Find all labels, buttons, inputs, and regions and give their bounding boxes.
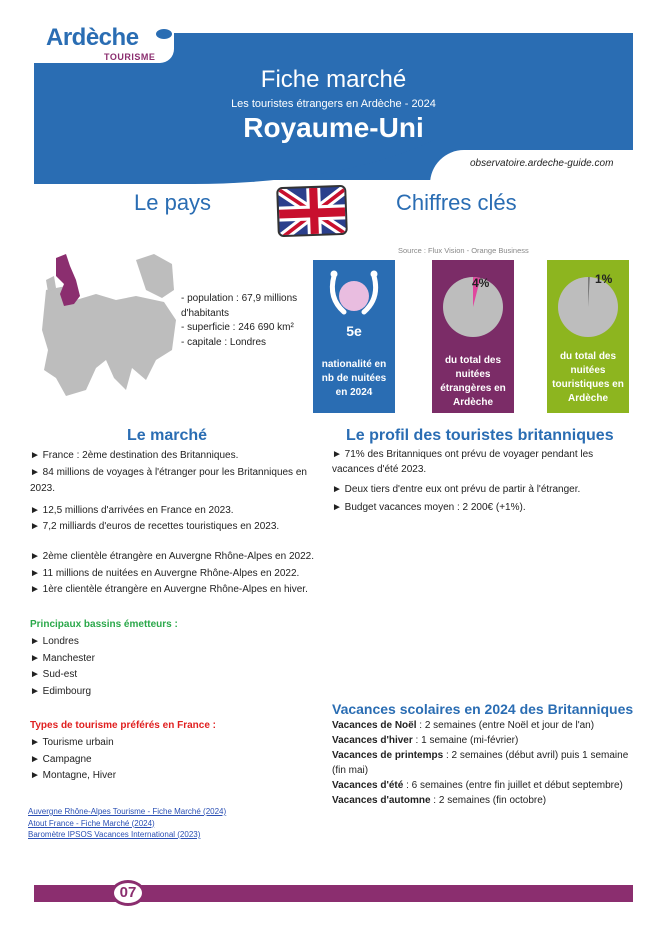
pct-nuitees-touristiques: 1% — [595, 272, 613, 286]
list-item: ► 7,2 milliards d'euros de recettes touristiques en 2023. — [30, 521, 280, 532]
section-title-chiffres: Chiffres clés — [396, 190, 517, 215]
source-note: Source : Flux Vision - Orange Business — [398, 246, 529, 255]
vacances-text: : 6 semaines (entre fin juillet et début septembre) — [403, 780, 623, 791]
fact-population: - population : 67,9 millions d'habitants — [181, 293, 298, 319]
card-nuitees-touristiques — [547, 260, 629, 413]
vacances-row — [332, 793, 632, 808]
list-item: ► 2ème clientèle étrangère en Auvergne Rhône-Alpes en 2022. — [30, 551, 314, 562]
logo-subtitle: TOURISME — [104, 52, 156, 62]
vacances-text: : 2 semaines (entre Noël et jour de l'an) — [416, 720, 595, 731]
marche-list-1 — [30, 448, 330, 536]
list-item: ► Londres — [30, 636, 79, 647]
card-nuitees-etrangeres — [432, 260, 514, 413]
vacances-text: : 2 semaines (fin octobre) — [430, 795, 547, 806]
bassins-list — [30, 634, 95, 700]
section-title-pays: Le pays — [134, 190, 212, 215]
fact-area: - superficie : 246 690 km² — [181, 322, 294, 333]
list-item: ► Budget vacances moyen : 2 200€ (+1%). — [332, 502, 526, 513]
vacances-row — [332, 748, 632, 778]
profil-list — [332, 447, 632, 515]
rank-text: nationalité en nb de nuitées en 2024 — [321, 359, 387, 398]
vacances-label: Vacances de Noël — [332, 720, 417, 731]
site-url[interactable]: observatoire.ardeche-guide.com — [470, 158, 614, 169]
page-title: Fiche marché — [260, 66, 407, 93]
page-subtitle: Les touristes étrangers en Ardèche - 2024 — [231, 98, 436, 110]
vacances-label: Vacances de printemps — [332, 750, 444, 761]
list-item: ► Montagne, Hiver — [30, 770, 117, 781]
vacances-row — [332, 778, 632, 793]
card-rank — [313, 260, 395, 413]
logo-text: Ardèche — [46, 24, 139, 51]
page-number: 07 — [111, 880, 145, 906]
nuitees-touristiques-text: du total des nuitées touristiques en Ardèche — [552, 351, 624, 404]
marche-list-2 — [30, 549, 314, 599]
list-item: ► 11 millions de nuitées en Auvergne Rhône-Alpes en 2022. — [30, 567, 300, 579]
list-item: ► 1ère clientèle étrangère en Auvergne Rhône-Alpes en hiver. — [30, 584, 308, 595]
country-facts — [181, 292, 301, 350]
types-title: Types de tourisme préférés en France : — [30, 720, 216, 731]
list-item: ► Manchester — [30, 652, 95, 664]
uk-flag-icon — [276, 185, 348, 237]
types-list — [30, 735, 116, 785]
vacances-label: Vacances d'hiver — [332, 735, 413, 746]
vacances-row — [332, 733, 632, 748]
list-item: ► 12,5 millions d'arrivées en France en 2023. — [30, 504, 234, 516]
laurel-icon — [324, 268, 384, 320]
vacances-row — [332, 718, 632, 733]
list-item: ► Tourisme urbain — [30, 737, 114, 748]
profil-title: Le profil des touristes britanniques — [346, 427, 614, 444]
vacances-label: Vacances d'été — [332, 780, 404, 791]
link-atout-france[interactable]: Atout France - Fiche Marché (2024) — [28, 818, 155, 828]
pct-nuitees-etrangeres: 4% — [472, 276, 490, 290]
nuitees-etrangeres-text: du total des nuitées étrangères en Ardèche — [440, 355, 506, 408]
europe-map — [36, 250, 186, 400]
list-item: ► Edimbourg — [30, 685, 92, 697]
bassins-title: Principaux bassins émetteurs : — [30, 619, 178, 630]
fact-capital: - capitale : Londres — [181, 336, 267, 348]
vacances-label: Vacances d'automne — [332, 795, 431, 806]
list-item: ► Deux tiers d'entre eux ont prévu de partir à l'étranger. — [332, 484, 581, 495]
marche-title: Le marché — [127, 427, 208, 444]
list-item: ► Sud-est — [30, 669, 78, 680]
vacances-text: : 1 semaine (mi-février) — [412, 735, 519, 746]
list-item: ► France : 2ème destination des Britanniques. — [30, 450, 239, 461]
logo-wave-icon — [156, 29, 172, 39]
vacances-text: : 2 semaines (début avril) puis 1 semaine (fin mai) — [332, 750, 629, 776]
vacances-list — [332, 718, 632, 808]
list-item: ► 84 millions de voyages à l'étranger pour les Britanniques en 2023. — [30, 466, 307, 494]
link-ara-tourisme[interactable]: Auvergne Rhône-Alpes Tourisme - Fiche Marché (2024) — [28, 807, 227, 816]
country-title: Royaume-Uni — [243, 112, 424, 143]
link-ipsos[interactable]: Baromètre IPSOS Vacances International (2023) — [28, 830, 201, 839]
list-item: ► Campagne — [30, 753, 92, 765]
list-item: ► 71% des Britanniques ont prévu de voyager pendant les vacances d'été 2023. — [332, 449, 594, 475]
vacances-title: Vacances scolaires en 2024 des Britanniques — [332, 701, 634, 717]
rank-value: 5e — [346, 323, 362, 339]
source-links — [28, 806, 226, 841]
